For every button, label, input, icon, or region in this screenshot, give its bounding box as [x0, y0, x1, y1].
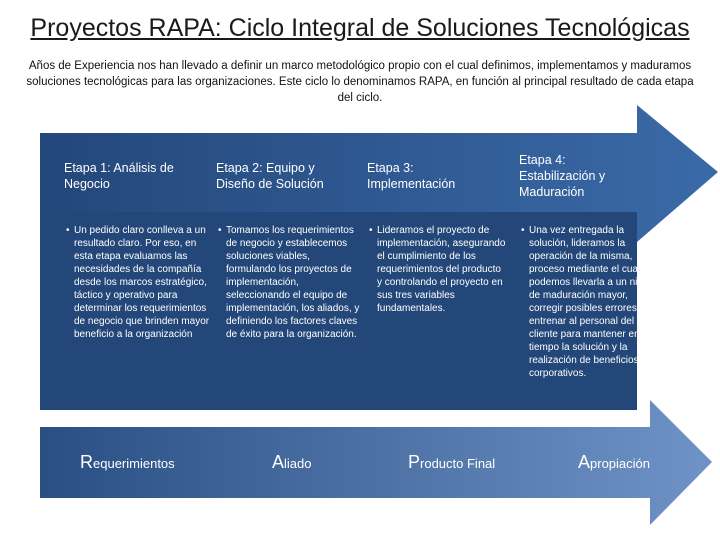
stage-2-title: Etapa 2: Equipo y Diseño de Solución: [216, 161, 324, 191]
rapa-initial: A: [272, 452, 285, 472]
rapa-rest: propiación: [590, 456, 651, 471]
stage-1-title: Etapa 1: Análisis de Negocio: [64, 161, 174, 191]
stage-1-description: Un pedido claro conlleva a un resultado claro. Por eso, en esta etapa evaluamos las necesidades de la compañía desde los marcos estratégico, táctico y operativo para determinar los requerimientos de negocio que brinden mayor beneficio a la organización: [74, 225, 210, 340]
rapa-rest: roducto Final: [420, 456, 496, 471]
stage-3-title: Etapa 3: Implementación: [367, 161, 456, 191]
stage-3-body: [367, 224, 507, 315]
bullet-icon: •: [369, 225, 373, 236]
rapa-label-producto-final: [408, 452, 495, 473]
rapa-label-requerimientos: [80, 452, 175, 473]
stage-2-description: Tomamos los requerimientos de negocio y establecemos soluciones viables, formulando los proyectos de implementación, seleccionando el equipo de implementación, los aliados, y definiendo los factores claves de éxito para la organización.: [226, 225, 360, 340]
bullet-icon: •: [521, 225, 525, 236]
bullet-icon: •: [218, 225, 222, 236]
stage-4-title: Etapa 4: Estabilización y Maduración: [519, 153, 606, 199]
rapa-initial: A: [578, 452, 591, 472]
rapa-initial: P: [408, 452, 421, 472]
page-title: Proyectos RAPA: Ciclo Integral de Soluciones Tecnológicas: [30, 14, 690, 42]
rapa-rest: liado: [284, 456, 312, 471]
rapa-rest: equerimientos: [93, 456, 175, 471]
page-subtitle: Años de Experiencia nos han llevado a definir un marco metodológico propio con el cual definimos, implementamos y maduramos soluciones tecnológicas para las organizaciones. Este ciclo lo denominamos RAPA, en función al principal resultado de cada etapa del ciclo.: [26, 60, 694, 104]
rapa-label-aliado: [272, 452, 311, 473]
stage-4-body: [519, 224, 657, 380]
rapa-label-apropiacion: [578, 452, 650, 473]
rapa-initial: R: [80, 452, 93, 472]
stage-4-description: Una vez entregada la solución, lideramos la operación de la misma, proceso mediante el cual podemos llevarla a un nivel de maduración mayor, corregir posibles errores y entrenar al personal del cliente para mantener en el tiempo la solución y la realización de beneficios corporativos.: [529, 225, 651, 379]
stage-3-description: Lideramos el proyecto de implementación, asegurando el cumplimiento de los requerimientos del producto y controlando el proyecto en sus tres variables fundamentales.: [377, 225, 506, 314]
stage-1-body: [64, 224, 210, 341]
stage-2-body: [216, 224, 362, 341]
bullet-icon: •: [66, 225, 70, 236]
